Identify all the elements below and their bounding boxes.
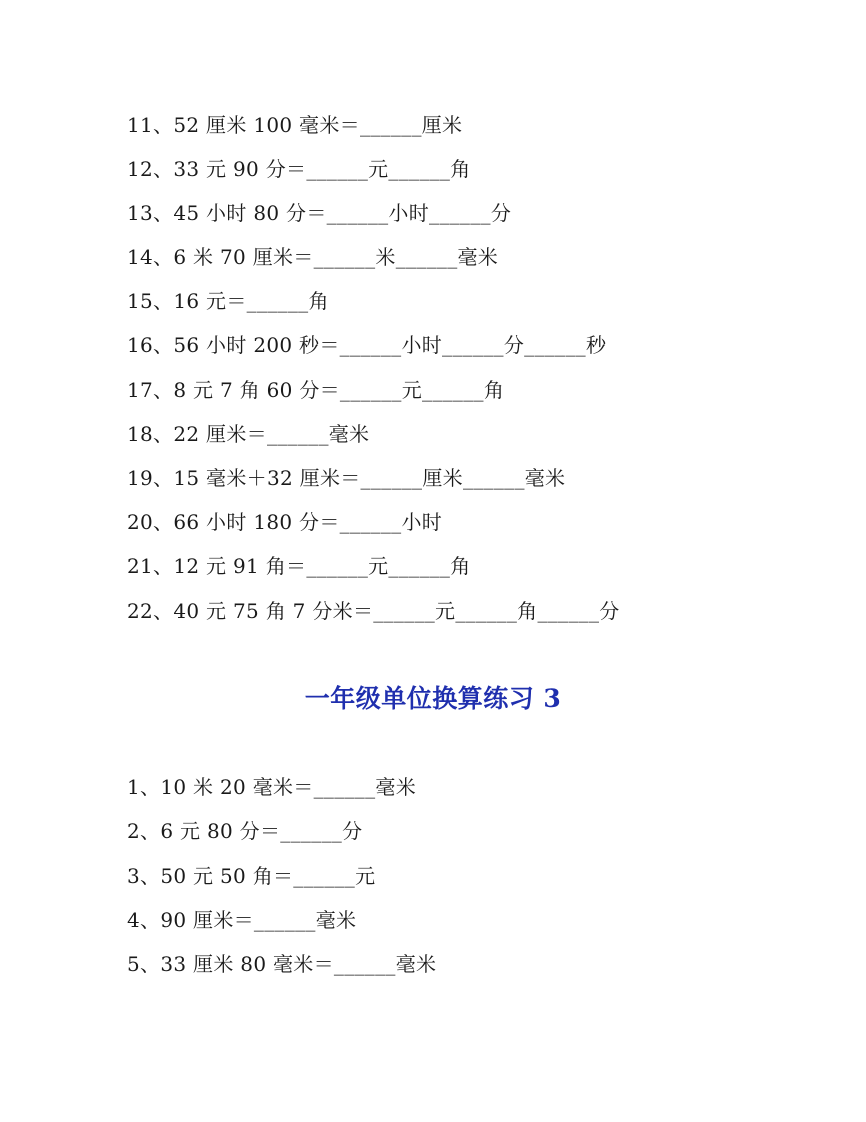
exercise-5: 5、33 厘米 80 毫米＝______毫米 [127,952,437,976]
exercise-13: 13、45 小时 80 分＝______小时______分 [127,201,512,225]
exercise-15: 15、16 元＝______角 [127,289,329,313]
exercise-1: 1、10 米 20 毫米＝______毫米 [127,775,416,799]
section-title: 一年级单位换算练习 3 [304,684,562,713]
exercise-4: 4、90 厘米＝______毫米 [127,908,357,932]
exercise-12: 12、33 元 90 分＝______元______角 [127,157,471,181]
exercise-19: 19、15 毫米＋32 厘米＝______厘米______毫米 [127,466,566,490]
exercise-2: 2、6 元 80 分＝______分 [127,819,363,843]
exercise-16: 16、56 小时 200 秒＝______小时______分______秒 [127,333,607,357]
exercise-21: 21、12 元 91 角＝______元______角 [127,554,471,578]
exercise-3: 3、50 元 50 角＝______元 [127,864,376,888]
exercise-20: 20、66 小时 180 分＝______小时 [127,510,443,534]
exercise-11: 11、52 厘米 100 毫米＝______厘米 [127,113,463,137]
exercise-18: 18、22 厘米＝______毫米 [127,422,370,446]
exercise-14: 14、6 米 70 厘米＝______米______毫米 [127,245,499,269]
exercise-22: 22、40 元 75 角 7 分米＝______元______角______分 [127,599,620,623]
exercise-17: 17、8 元 7 角 60 分＝______元______角 [127,378,505,402]
